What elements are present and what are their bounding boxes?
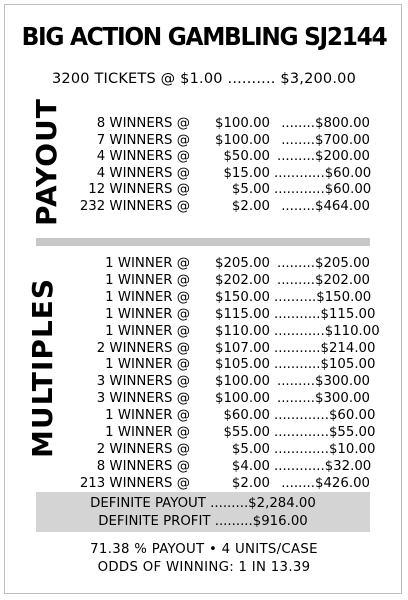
prize-amount: $107.00 xyxy=(215,340,270,356)
winners-count: 1 WINNER @ xyxy=(105,357,190,373)
multiples-label: MULTIPLES xyxy=(26,278,59,458)
prize-amount: $50.00 xyxy=(223,149,270,164)
prize-row xyxy=(0,290,408,306)
prize-row xyxy=(0,357,408,373)
prize-total: .........$202.00 xyxy=(276,272,370,288)
prize-row xyxy=(0,166,408,182)
prize-amount: $60.00 xyxy=(223,408,270,424)
prize-total: ........$700.00 xyxy=(281,132,370,148)
prize-total: .........$300.00 xyxy=(276,374,370,390)
winners-count: 1 WINNER @ xyxy=(105,272,190,288)
prize-amount: $2.00 xyxy=(231,198,270,214)
prize-row xyxy=(0,273,408,289)
winners-count: 1 WINNER @ xyxy=(105,408,190,424)
prize-amount: $15.00 xyxy=(223,165,270,181)
prize-row xyxy=(0,182,408,198)
prize-row xyxy=(0,149,408,165)
winners-count: 3 WINNERS @ xyxy=(96,374,190,390)
winners-count: 1 WINNER @ xyxy=(105,256,190,271)
prize-row xyxy=(0,199,408,215)
prize-total: ............$32.00 xyxy=(274,458,372,474)
prize-total: ............$60.00 xyxy=(274,182,372,197)
prize-total: ........$800.00 xyxy=(281,116,370,131)
prize-total: ........$464.00 xyxy=(281,198,370,214)
definite-profit: DEFINITE PROFIT .........$916.00 xyxy=(98,514,308,529)
prize-amount: $202.00 xyxy=(215,272,270,288)
tickets-line: 3200 TICKETS @ $1.00 .......... $3,200.00 xyxy=(51,71,357,87)
prize-row xyxy=(0,133,408,149)
prize-amount: $100.00 xyxy=(215,374,270,390)
prize-amount: $5.00 xyxy=(231,441,270,457)
prize-row xyxy=(0,425,408,441)
winners-count: 2 WINNERS @ xyxy=(96,340,190,356)
prize-amount: $4.00 xyxy=(231,458,270,474)
prize-row xyxy=(0,408,408,424)
prize-row xyxy=(0,476,408,492)
prize-amount: $55.00 xyxy=(223,425,270,440)
winners-count: 4 WINNERS @ xyxy=(96,165,190,181)
prize-row xyxy=(0,116,408,132)
prize-amount: $100.00 xyxy=(215,391,270,407)
prize-total: ...........$115.00 xyxy=(274,306,376,322)
winners-count: 3 WINNERS @ xyxy=(96,391,190,407)
prize-amount: $100.00 xyxy=(215,116,270,131)
prize-amount: $100.00 xyxy=(215,132,270,148)
footer-payout-units: 71.38 % PAYOUT • 4 UNITS/CASE xyxy=(90,542,318,557)
prize-row xyxy=(0,391,408,407)
prize-amount: $110.00 xyxy=(215,323,270,339)
prize-total: ..........$150.00 xyxy=(274,289,372,305)
section-divider xyxy=(36,238,370,246)
prize-total: .........$200.00 xyxy=(276,149,370,164)
prize-total: ...........$214.00 xyxy=(274,340,376,356)
prize-row xyxy=(0,459,408,475)
prize-amount: $115.00 xyxy=(215,306,270,322)
winners-count: 1 WINNER @ xyxy=(105,289,190,305)
prize-total: ............$60.00 xyxy=(274,165,372,181)
winners-count: 1 WINNER @ xyxy=(105,425,190,440)
prize-row xyxy=(0,324,408,340)
winners-count: 8 WINNERS @ xyxy=(96,458,190,474)
prize-amount: $150.00 xyxy=(215,289,270,305)
prize-total: .............$55.00 xyxy=(274,425,376,440)
prize-total: .............$10.00 xyxy=(274,441,376,457)
prize-row xyxy=(0,374,408,390)
winners-count: 232 WINNERS @ xyxy=(79,198,190,214)
prize-row xyxy=(0,442,408,458)
winners-count: 8 WINNERS @ xyxy=(96,116,190,131)
prize-total: ........$426.00 xyxy=(281,475,370,491)
prize-total: ............$110.00 xyxy=(274,323,380,339)
prize-amount: $2.00 xyxy=(231,475,270,491)
prize-row xyxy=(0,307,408,323)
winners-count: 213 WINNERS @ xyxy=(79,475,190,491)
game-title: BIG ACTION GAMBLING SJ2144 xyxy=(21,22,387,51)
prize-amount: $105.00 xyxy=(215,357,270,373)
winners-count: 7 WINNERS @ xyxy=(96,132,190,148)
footer-odds: ODDS OF WINNING: 1 IN 13.39 xyxy=(97,560,311,575)
winners-count: 1 WINNER @ xyxy=(105,323,190,339)
prize-amount: $5.00 xyxy=(231,182,270,197)
winners-count: 4 WINNERS @ xyxy=(96,149,190,164)
payout-label: PAYOUT xyxy=(30,98,63,226)
prize-row xyxy=(0,256,408,272)
prize-row xyxy=(0,341,408,357)
prize-total: ...........$105.00 xyxy=(274,357,376,373)
prize-total: .........$300.00 xyxy=(276,391,370,407)
definite-payout: DEFINITE PAYOUT .........$2,284.00 xyxy=(90,496,316,511)
prize-total: .............$60.00 xyxy=(274,408,376,424)
winners-count: 12 WINNERS @ xyxy=(88,182,190,197)
winners-count: 2 WINNERS @ xyxy=(96,441,190,457)
prize-amount: $205.00 xyxy=(215,256,270,271)
winners-count: 1 WINNER @ xyxy=(105,306,190,322)
prize-total: .........$205.00 xyxy=(276,256,370,271)
